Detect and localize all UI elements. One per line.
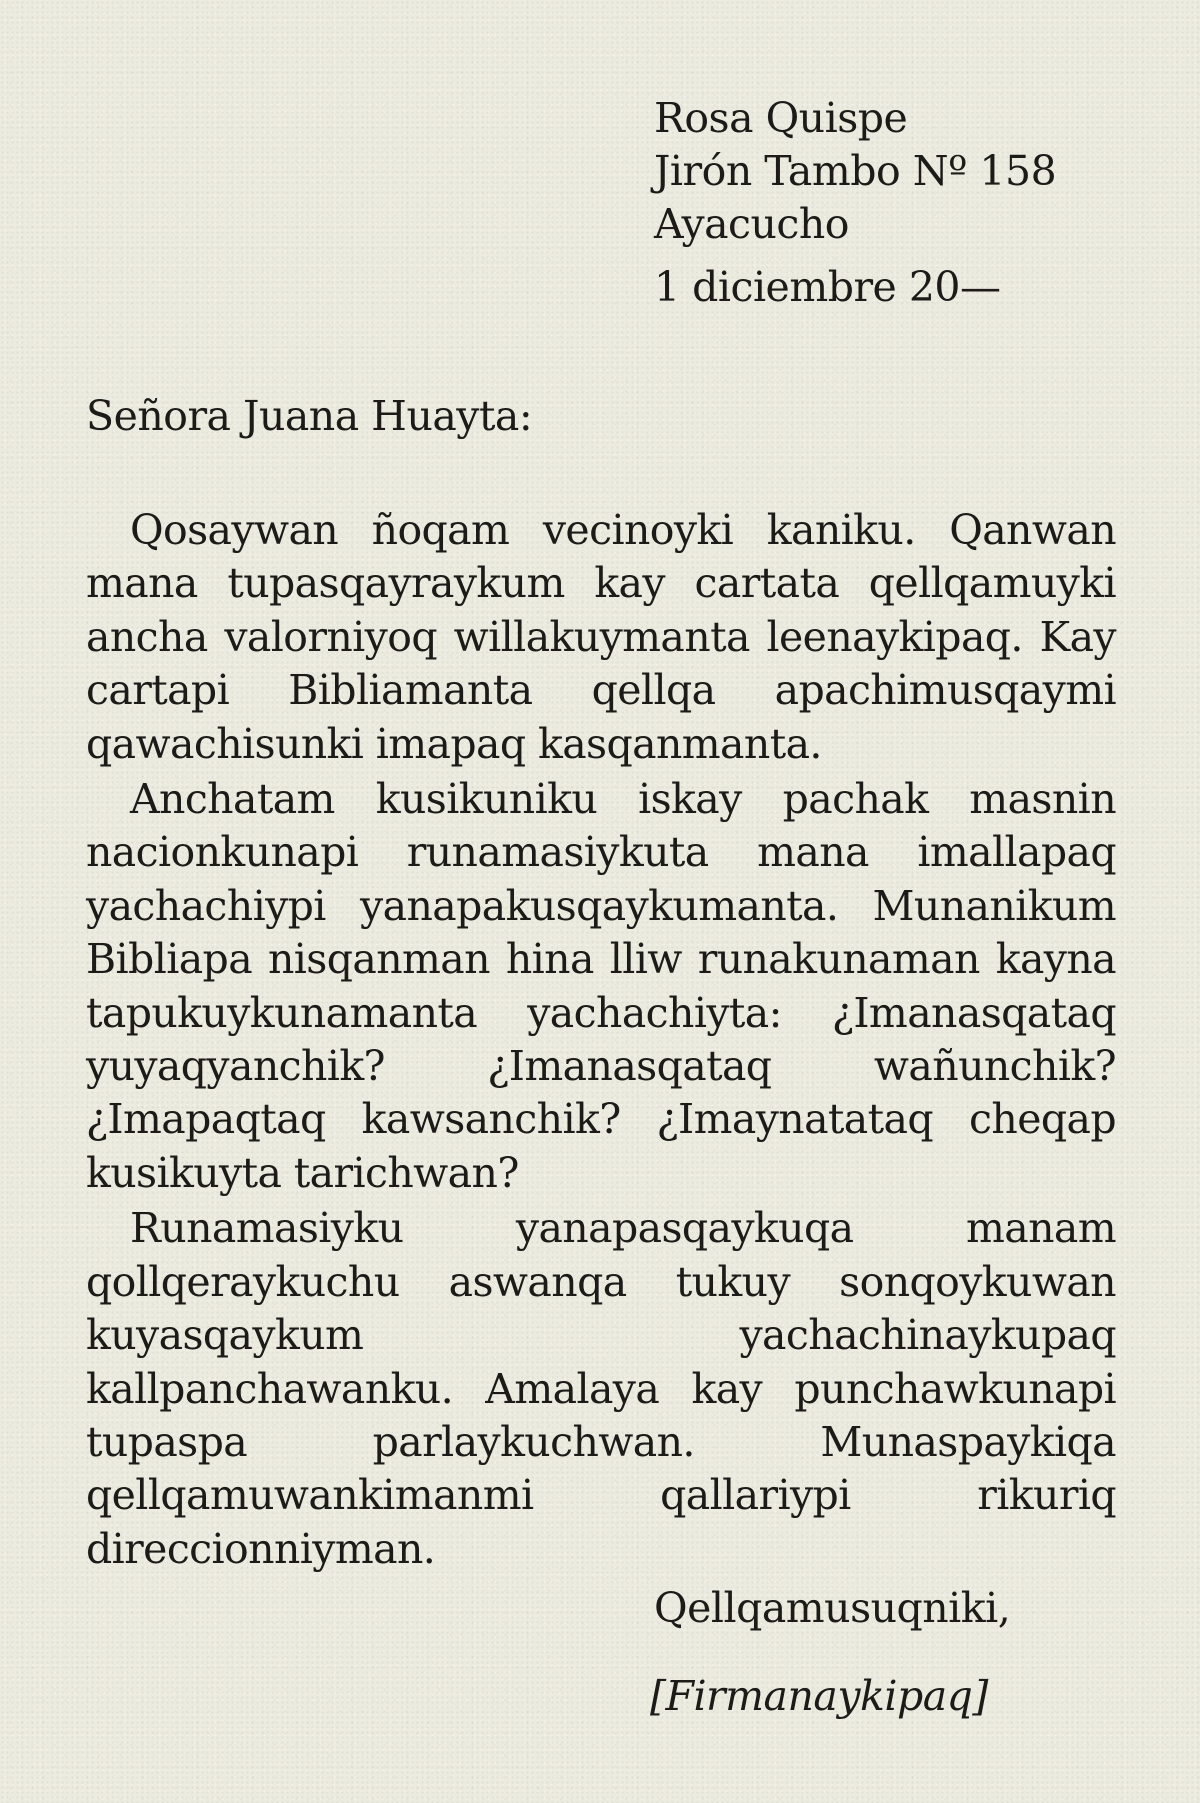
body-paragraph-3: Runamasiyku yanapasqaykuqa manam qollqeraykuchu aswanqa tukuy sonqoykuwan kuyasqaykum yachachinaykupaq kallpanchawanku. Amalaya kay punchawkunapi tupaspa parlaykuchwan. Munaspaykiqa qellqamuwankimanmi qallariypi rikuriq direccionniyman. — [86, 1204, 1116, 1573]
sender-name: Rosa Quispe — [654, 94, 908, 142]
sender-address-block — [654, 92, 1056, 314]
salutation: Señora Juana Huayta: — [86, 392, 533, 440]
signature-placeholder: [Firmanaykipaq] — [650, 1672, 988, 1720]
sender-street: Jirón Tambo Nº 158 — [654, 147, 1057, 195]
letter-body — [86, 504, 1116, 1578]
body-paragraph-2: Anchatam kusikuniku iskay pachak masnin nacionkunapi runamasiykuta mana imallapaq yachachiypi yanapakusqaykumanta. Munanikum Bibliapa nisqanman hina lliw runakunaman kayna tapukuykunamanta yachachiyta: ¿Imanasqataq yuyaqyanchik? ¿Imanasqataq wañunchik? ¿Imapaqtaq kawsanchik? ¿Imaynatataq cheqap kusikuyta tarichwan? — [86, 775, 1116, 1197]
closing: Qellqamusuqniki, — [654, 1584, 1011, 1632]
body-paragraph-1: Qosaywan ñoqam vecinoyki kaniku. Qanwan mana tupasqayraykum kay cartata qellqamuyki ancha valorniyoq willakuymanta leenaykipaq. Kay cartapi Bibliamanta qellqa apachimusqaymi qawachisunki imapaq kasqanmanta. — [86, 506, 1116, 768]
letter-date: 1 diciembre 20— — [654, 263, 1001, 311]
sender-city: Ayacucho — [654, 200, 849, 248]
